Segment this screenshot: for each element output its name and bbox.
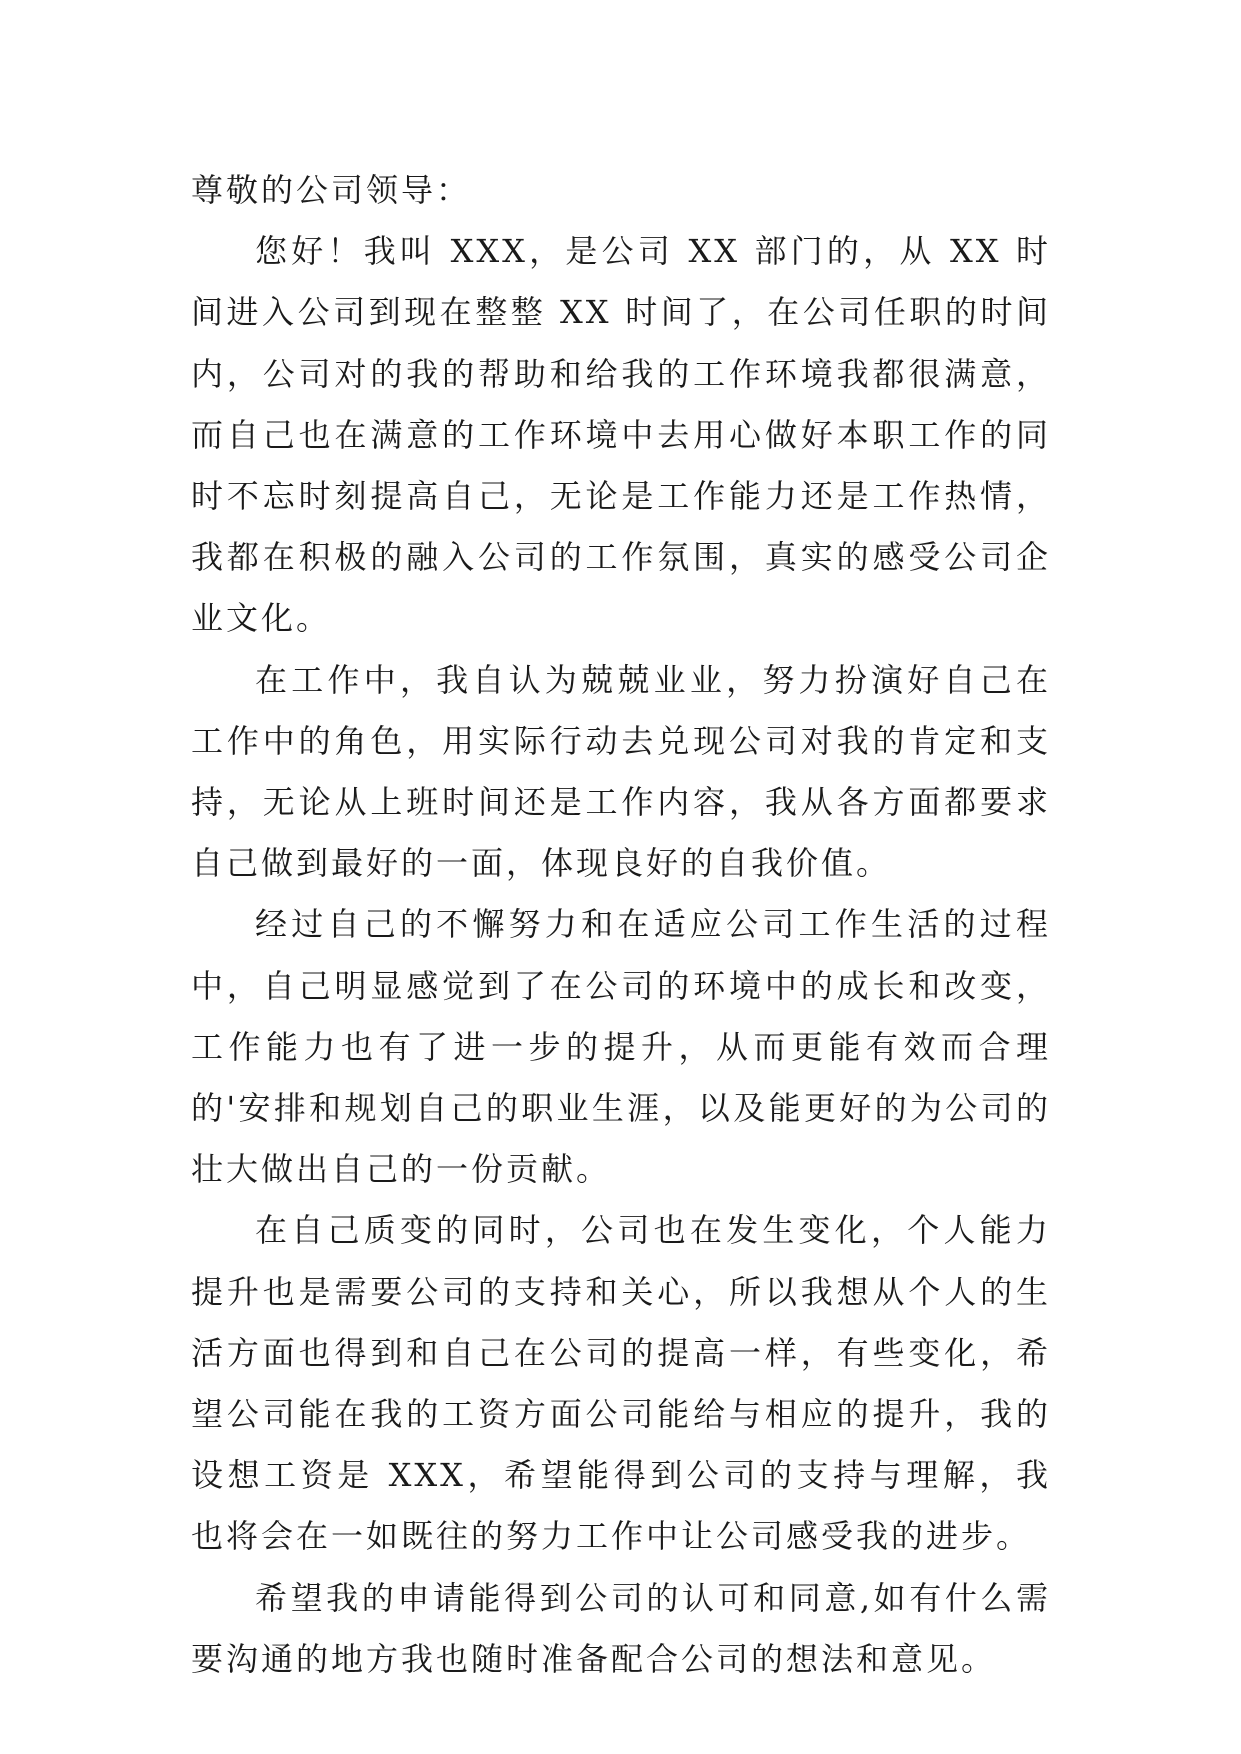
- letter-body: [191, 160, 1051, 1690]
- paragraph-growth: 经过自己的不懈努力和在适应公司工作生活的过程中，自己明显感觉到了在公司的环境中的成长和改变，工作能力也有了进一步的提升，从而更能有效而合理的'安排和规划自己的职业生涯，以及能更好的为公司的壮大做出自己的一份贡献。: [191, 905, 1051, 1189]
- paragraph-work-attitude: 在工作中，我自认为兢兢业业，努力扮演好自己在工作中的角色，用实际行动去兑现公司对我的肯定和支持，无论从上班时间还是工作内容，我从各方面都要求自己做到最好的一面，体现良好的自我价值。: [191, 660, 1051, 883]
- paragraph-closing: 希望我的申请能得到公司的认可和同意,如有什么需要沟通的地方我也随时准备配合公司的想法和意见。: [191, 1578, 1051, 1678]
- paragraph-salary-request: 在自己质变的同时，公司也在发生变化，个人能力提升也是需要公司的支持和关心，所以我想从个人的生活方面也得到和自己在公司的提高一样，有些变化，希望公司能在我的工资方面公司能给与相应的提升，我的设想工资是 XXX，希望能得到公司的支持与理解，我也将会在一如既往的努力工作中让公司感受我的进步。: [191, 1211, 1051, 1556]
- paragraph-intro: 您好！我叫 XXX，是公司 XX 部门的，从 XX 时间进入公司到现在整整 XX 时间了，在公司任职的时间内，公司对的我的帮助和给我的工作环境我都很满意，而自己也在满意的工作环境中去用心做好本职工作的同时不忘时刻提高自己，无论是工作能力还是工作热情，我都在积极的融入公司的工作氛围，真实的感受公司企业文化。: [191, 232, 1051, 638]
- salutation: 尊敬的公司领导：: [191, 171, 472, 209]
